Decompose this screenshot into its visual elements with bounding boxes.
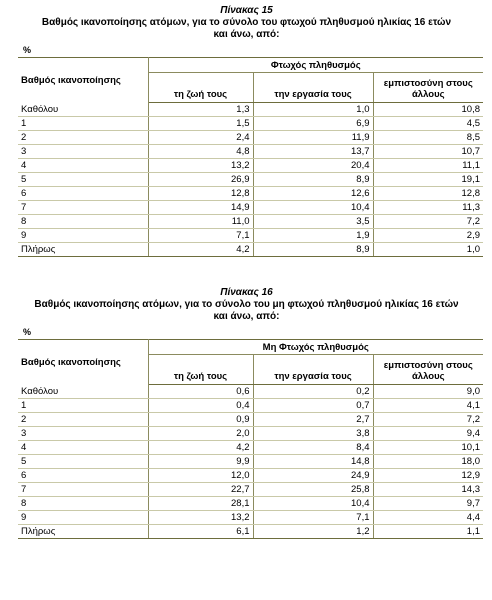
value-cell: 9,0	[373, 385, 483, 399]
table-row	[18, 511, 483, 525]
value-cell: 9,7	[373, 497, 483, 511]
group-header: Φτωχός πληθυσμός	[148, 58, 483, 73]
value-cell: 1,0	[373, 243, 483, 257]
value-cell: 11,3	[373, 201, 483, 215]
value-cell: 14,3	[373, 483, 483, 497]
value-cell: 10,7	[373, 145, 483, 159]
value-cell: 13,2	[148, 511, 253, 525]
value-cell: 6,1	[148, 525, 253, 539]
table-row	[18, 131, 483, 145]
table-16-block	[10, 287, 483, 539]
row-label: 2	[18, 413, 148, 427]
row-label: 8	[18, 215, 148, 229]
value-cell: 1,3	[148, 103, 253, 117]
table-row	[18, 229, 483, 243]
table-row	[18, 413, 483, 427]
value-cell: 14,8	[253, 455, 373, 469]
value-cell: 1,2	[253, 525, 373, 539]
column-header: εμπιστοσύνη στους άλλους	[373, 73, 483, 103]
table-16-caption	[10, 287, 483, 323]
value-cell: 3,5	[253, 215, 373, 229]
value-cell: 2,0	[148, 427, 253, 441]
table-row	[18, 215, 483, 229]
row-label: 9	[18, 229, 148, 243]
table-row	[18, 173, 483, 187]
value-cell: 4,2	[148, 243, 253, 257]
table-row	[18, 455, 483, 469]
table-16-title-line2: και άνω, από:	[213, 311, 280, 322]
row-label: 6	[18, 469, 148, 483]
row-label: 1	[18, 117, 148, 131]
value-cell: 14,9	[148, 201, 253, 215]
value-cell: 9,4	[373, 427, 483, 441]
table-row	[18, 243, 483, 257]
row-label: 7	[18, 483, 148, 497]
value-cell: 6,9	[253, 117, 373, 131]
value-cell: 3,8	[253, 427, 373, 441]
value-cell: 12,8	[148, 187, 253, 201]
table-16-title-line1: Βαθμός ικανοποίησης ατόμων, για το σύνολο του μη φτωχού πληθυσμού ηλικίας 16 ετών	[34, 299, 459, 310]
table-row	[18, 201, 483, 215]
value-cell: 1,0	[253, 103, 373, 117]
table-15-number: Πίνακας 15	[220, 5, 273, 16]
row-label: 8	[18, 497, 148, 511]
row-label: 9	[18, 511, 148, 525]
row-label: 4	[18, 441, 148, 455]
value-cell: 0,2	[253, 385, 373, 399]
table-row	[18, 385, 483, 399]
value-cell: 1,5	[148, 117, 253, 131]
value-cell: 11,1	[373, 159, 483, 173]
value-cell: 7,1	[253, 511, 373, 525]
value-cell: 0,4	[148, 399, 253, 413]
value-cell: 19,1	[373, 173, 483, 187]
row-label: 4	[18, 159, 148, 173]
row-label: 1	[18, 399, 148, 413]
column-header: την εργασία τους	[253, 73, 373, 103]
value-cell: 2,4	[148, 131, 253, 145]
value-cell: 24,9	[253, 469, 373, 483]
value-cell: 10,4	[253, 201, 373, 215]
value-cell: 2,9	[373, 229, 483, 243]
table-row	[18, 159, 483, 173]
value-cell: 20,4	[253, 159, 373, 173]
table-row	[18, 497, 483, 511]
row-label: 3	[18, 145, 148, 159]
column-header: τη ζωή τους	[148, 355, 253, 385]
table-row	[18, 399, 483, 413]
value-cell: 4,5	[373, 117, 483, 131]
row-header: Βαθμός ικανοποίησης	[18, 340, 148, 385]
table-row	[18, 103, 483, 117]
row-label: Καθόλου	[18, 103, 148, 117]
group-header: Μη Φτωχός πληθυσμός	[148, 340, 483, 355]
value-cell: 12,9	[373, 469, 483, 483]
value-cell: 4,1	[373, 399, 483, 413]
value-cell: 8,4	[253, 441, 373, 455]
row-label: Πλήρως	[18, 525, 148, 539]
value-cell: 9,9	[148, 455, 253, 469]
row-label: 5	[18, 455, 148, 469]
value-cell: 8,5	[373, 131, 483, 145]
row-label: 6	[18, 187, 148, 201]
value-cell: 8,9	[253, 173, 373, 187]
value-cell: 25,8	[253, 483, 373, 497]
table-15-body	[18, 103, 483, 257]
table-row	[18, 117, 483, 131]
table-row	[18, 469, 483, 483]
value-cell: 10,8	[373, 103, 483, 117]
table-15-title-line1: Βαθμός ικανοποίησης ατόμων, για το σύνολο του φτωχού πληθυσμού ηλικίας 16 ετών	[41, 17, 452, 28]
value-cell: 28,1	[148, 497, 253, 511]
table-row	[18, 187, 483, 201]
table-16	[18, 339, 483, 539]
table-row	[18, 427, 483, 441]
row-label: Καθόλου	[18, 385, 148, 399]
table-15-block	[10, 5, 483, 257]
value-cell: 7,2	[373, 413, 483, 427]
value-cell: 12,6	[253, 187, 373, 201]
row-label: 5	[18, 173, 148, 187]
value-cell: 13,7	[253, 145, 373, 159]
row-label: Πλήρως	[18, 243, 148, 257]
value-cell: 12,8	[373, 187, 483, 201]
value-cell: 8,9	[253, 243, 373, 257]
table-16-body	[18, 385, 483, 539]
value-cell: 18,0	[373, 455, 483, 469]
value-cell: 22,7	[148, 483, 253, 497]
value-cell: 1,1	[373, 525, 483, 539]
value-cell: 4,2	[148, 441, 253, 455]
row-label: 2	[18, 131, 148, 145]
value-cell: 11,9	[253, 131, 373, 145]
value-cell: 4,4	[373, 511, 483, 525]
column-header: τη ζωή τους	[148, 73, 253, 103]
column-header: την εργασία τους	[253, 355, 373, 385]
table-15-unit: %	[23, 45, 32, 55]
value-cell: 0,7	[253, 399, 373, 413]
row-label: 3	[18, 427, 148, 441]
table-16-unit: %	[23, 327, 32, 337]
value-cell: 7,2	[373, 215, 483, 229]
table-15	[18, 57, 483, 257]
table-row	[18, 483, 483, 497]
value-cell: 0,9	[148, 413, 253, 427]
table-row	[18, 441, 483, 455]
row-header: Βαθμός ικανοποίησης	[18, 58, 148, 103]
value-cell: 13,2	[148, 159, 253, 173]
value-cell: 7,1	[148, 229, 253, 243]
table-row	[18, 525, 483, 539]
value-cell: 1,9	[253, 229, 373, 243]
row-label: 7	[18, 201, 148, 215]
table-15-caption	[10, 5, 483, 41]
value-cell: 2,7	[253, 413, 373, 427]
value-cell: 12,0	[148, 469, 253, 483]
value-cell: 11,0	[148, 215, 253, 229]
table-row	[18, 145, 483, 159]
value-cell: 10,1	[373, 441, 483, 455]
value-cell: 10,4	[253, 497, 373, 511]
value-cell: 0,6	[148, 385, 253, 399]
value-cell: 4,8	[148, 145, 253, 159]
table-15-title-line2: και άνω, από:	[213, 29, 280, 40]
column-header: εμπιστοσύνη στους άλλους	[373, 355, 483, 385]
value-cell: 26,9	[148, 173, 253, 187]
table-16-number: Πίνακας 16	[220, 287, 273, 298]
